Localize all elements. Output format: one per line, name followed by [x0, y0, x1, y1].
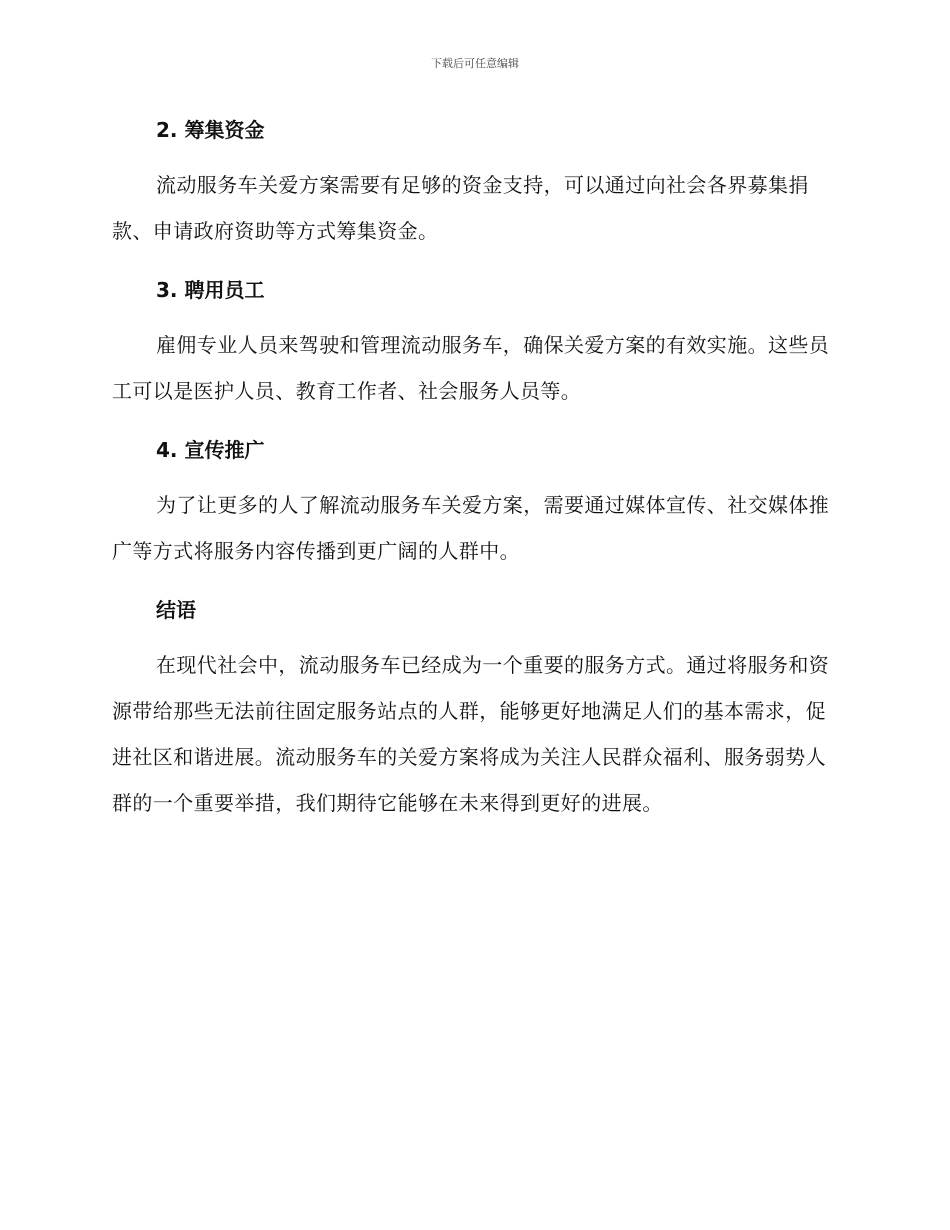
section-heading: 4. 宣传推广 — [156, 438, 265, 462]
section-paragraph: 流动服务车关爱方案需要有足够的资金支持，可以通过向社会各界募集捐款、申请政府资助等方式筹集资金。 — [112, 173, 809, 243]
section-heading: 结语 — [156, 598, 196, 622]
section-heading: 2. 筹集资金 — [156, 118, 265, 142]
section-paragraph: 雇佣专业人员来驾驶和管理流动服务车，确保关爱方案的有效实施。这些员工可以是医护人员、教育工作者、社会服务人员等。 — [112, 333, 830, 403]
section-paragraph: 在现代社会中，流动服务车已经成为一个重要的服务方式。通过将服务和资源带给那些无法前往固定服务站点的人群，能够更好地满足人们的基本需求，促进社区和谐进展。流动服务车的关爱方案将成为关注人民群众福利、服务弱势人群的一个重要举措，我们期待它能够在未来得到更好的进展。 — [112, 653, 830, 815]
section-promotion — [112, 432, 832, 592]
section-paragraph: 为了让更多的人了解流动服务车关爱方案，需要通过媒体宣传、社交媒体推广等方式将服务内容传播到更广阔的人群中。 — [112, 493, 830, 563]
section-heading: 3. 聘用员工 — [156, 278, 265, 302]
header-note: 下载后可任意编辑 — [431, 57, 519, 70]
document-body — [112, 112, 832, 826]
section-fundraising — [112, 112, 832, 272]
section-hiring — [112, 272, 832, 432]
section-conclusion — [112, 592, 832, 826]
